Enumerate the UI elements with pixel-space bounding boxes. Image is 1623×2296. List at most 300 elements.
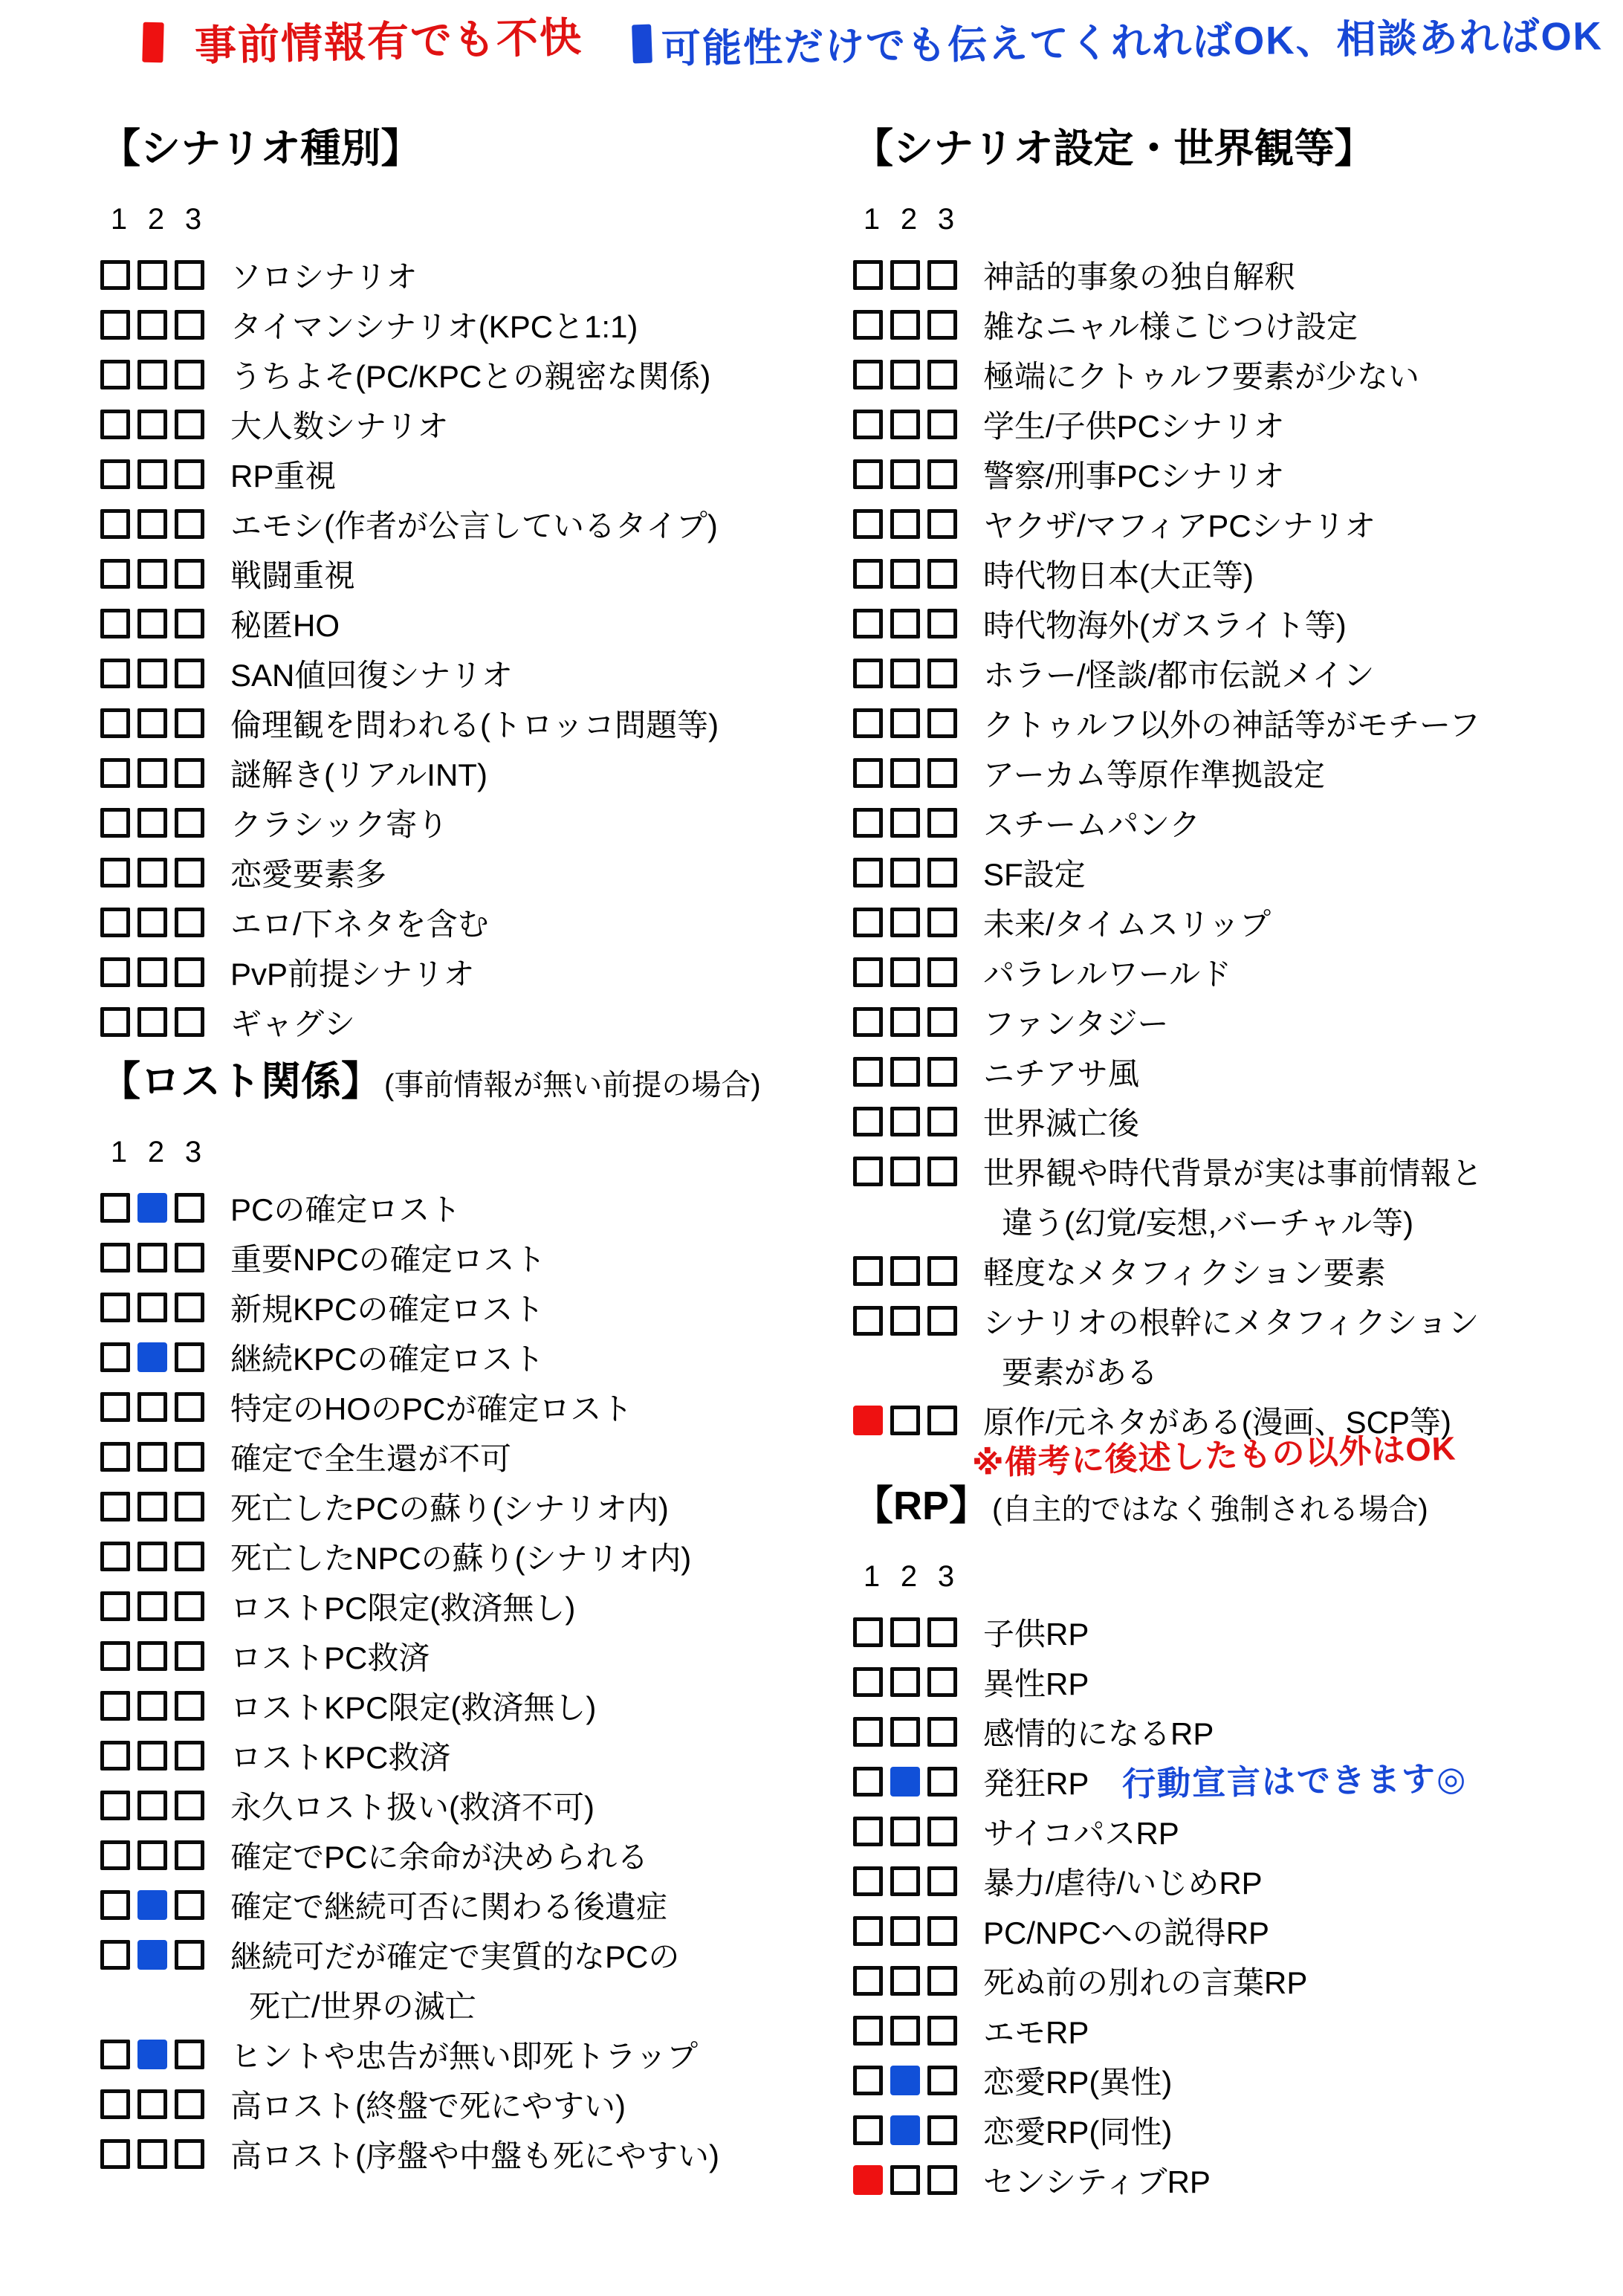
checkbox-3[interactable]: [175, 957, 204, 987]
checkbox-2[interactable]: [137, 2089, 167, 2119]
checkbox-1[interactable]: [853, 659, 883, 688]
item-label: SAN値回復シナリオ: [230, 657, 513, 693]
checkbox-3[interactable]: [175, 509, 204, 539]
checkbox-3[interactable]: [927, 908, 957, 937]
item-label: PvP前提シナリオ: [230, 956, 475, 992]
checkbox-1[interactable]: [100, 360, 130, 389]
checkbox-1[interactable]: [853, 559, 883, 589]
item-label: 恋愛要素多: [230, 856, 387, 892]
checkbox-1[interactable]: [853, 410, 883, 439]
checkbox-1[interactable]: [100, 2040, 130, 2069]
checklist-row: [100, 1780, 851, 1830]
item-label: 戦闘重視: [230, 557, 356, 593]
item-label: クトゥルフ以外の神話等がモチーフ: [983, 707, 1480, 743]
checkbox-1[interactable]: [853, 1057, 883, 1087]
checkbox-2[interactable]: [137, 609, 167, 638]
checkbox-2[interactable]: [890, 1256, 920, 1286]
checkbox-3[interactable]: [175, 459, 204, 489]
checkbox-1[interactable]: [853, 2016, 883, 2046]
checkbox-3[interactable]: [175, 908, 204, 937]
checkbox-1[interactable]: [100, 1840, 130, 1870]
checkbox-3[interactable]: [175, 1890, 204, 1920]
checkbox-2[interactable]: [137, 360, 167, 389]
checklist-row: [100, 2079, 851, 2129]
checkbox-1[interactable]: [100, 1007, 130, 1037]
checkbox-1[interactable]: [853, 609, 883, 638]
checkbox-2[interactable]: [137, 1243, 167, 1272]
checklist-row: [853, 897, 1623, 947]
section-subtitle: (自主的ではなく強制される場合): [992, 1493, 1428, 1526]
legend-red-label: 事前情報有でも不快: [194, 13, 583, 69]
checkbox-2[interactable]: [137, 1691, 167, 1721]
checkbox-2[interactable]: [137, 2139, 167, 2169]
checklist-row: [853, 598, 1623, 648]
checkbox-2[interactable]: [890, 2115, 920, 2145]
checkbox-1[interactable]: [853, 1817, 883, 1846]
checkbox-1[interactable]: [100, 1691, 130, 1721]
checkbox-3[interactable]: [927, 410, 957, 439]
checklist-row: [853, 2105, 1623, 2155]
checkbox-3[interactable]: [175, 1542, 204, 1571]
checkbox-3[interactable]: [927, 2016, 957, 2046]
checkbox-3[interactable]: [175, 2040, 204, 2069]
checkbox-3[interactable]: [927, 1866, 957, 1896]
checkbox-2[interactable]: [890, 360, 920, 389]
checkbox-3[interactable]: [927, 310, 957, 340]
checkbox-2[interactable]: [890, 708, 920, 738]
checkbox-3[interactable]: [175, 360, 204, 389]
checkbox-3[interactable]: [175, 1791, 204, 1820]
checkbox-3[interactable]: [927, 1617, 957, 1647]
checkbox-2[interactable]: [890, 758, 920, 788]
checkbox-1[interactable]: [853, 1767, 883, 1797]
checkbox-1[interactable]: [853, 1916, 883, 1946]
checkbox-3[interactable]: [927, 459, 957, 489]
checkbox-1[interactable]: [100, 260, 130, 290]
section-title: 【ロスト関係】: [100, 1059, 381, 1104]
checkbox-2[interactable]: [890, 1767, 920, 1797]
checkbox-1[interactable]: [853, 2115, 883, 2145]
checkbox-1[interactable]: [853, 1306, 883, 1336]
checkbox-2[interactable]: [890, 2066, 920, 2095]
checkbox-2[interactable]: [137, 957, 167, 987]
checkbox-3[interactable]: [927, 509, 957, 539]
checkbox-2[interactable]: [890, 559, 920, 589]
checkbox-2[interactable]: [137, 2040, 167, 2069]
checkbox-3[interactable]: [175, 858, 204, 887]
checkbox-2[interactable]: [890, 2016, 920, 2046]
checkbox-1[interactable]: [100, 1243, 130, 1272]
item-label: 特定のHOのPCが確定ロスト: [230, 1391, 633, 1426]
checkbox-1[interactable]: [853, 1256, 883, 1286]
checkbox-2[interactable]: [137, 1890, 167, 1920]
checklist-row: [100, 1631, 851, 1681]
checkbox-2[interactable]: [890, 1817, 920, 1846]
checkbox-3[interactable]: [175, 1293, 204, 1322]
checkbox-1[interactable]: [100, 858, 130, 887]
item-label: 重要NPCの確定ロスト: [230, 1241, 546, 1277]
checklist-row: [853, 300, 1623, 349]
checkbox-3[interactable]: [927, 1007, 957, 1037]
rating-number: 3: [184, 1136, 202, 1168]
checkbox-3[interactable]: [175, 758, 204, 788]
checkbox-2[interactable]: [137, 1940, 167, 1970]
checkbox-3[interactable]: [175, 1193, 204, 1223]
checkbox-3[interactable]: [927, 260, 957, 290]
checkbox-3[interactable]: [175, 1940, 204, 1970]
checkbox-1[interactable]: [100, 1641, 130, 1671]
checkbox-2[interactable]: [137, 858, 167, 887]
checklist-row: [100, 1730, 851, 1780]
checkbox-1[interactable]: [853, 858, 883, 887]
checkbox-3[interactable]: [175, 1741, 204, 1770]
checkbox-3[interactable]: [175, 1691, 204, 1721]
checkbox-2[interactable]: [137, 559, 167, 589]
item-label: ソロシナリオ: [230, 259, 418, 294]
item-label: エモRP: [983, 2014, 1089, 2050]
section-header: [100, 1059, 851, 1104]
item-label: RP重視: [230, 458, 337, 494]
checkbox-3[interactable]: [175, 808, 204, 838]
checkbox-1[interactable]: [853, 459, 883, 489]
checkbox-2[interactable]: [890, 609, 920, 638]
checkbox-1[interactable]: [853, 957, 883, 987]
checkbox-2[interactable]: [890, 1107, 920, 1136]
checkbox-1[interactable]: [100, 1492, 130, 1521]
checklist-row: [100, 1432, 851, 1481]
checklist-row: [853, 1657, 1623, 1707]
checkbox-3[interactable]: [927, 1057, 957, 1087]
checkbox-2[interactable]: [137, 1193, 167, 1223]
item-label: ロストKPC救済: [230, 1739, 451, 1775]
checkbox-1[interactable]: [853, 708, 883, 738]
checkbox-1[interactable]: [853, 1107, 883, 1136]
checkbox-2[interactable]: [137, 459, 167, 489]
checkbox-3[interactable]: [175, 659, 204, 688]
checkbox-2[interactable]: [137, 1741, 167, 1770]
checkbox-2[interactable]: [890, 1057, 920, 1087]
checkbox-3[interactable]: [927, 1667, 957, 1697]
checkbox-3[interactable]: [927, 1767, 957, 1797]
checkbox-1[interactable]: [100, 1542, 130, 1571]
checkbox-1[interactable]: [853, 310, 883, 340]
checkbox-3[interactable]: [927, 1406, 957, 1435]
checkbox-2[interactable]: [137, 1007, 167, 1037]
item-label: ファンタジー: [983, 1006, 1169, 1041]
checkbox-2[interactable]: [137, 410, 167, 439]
checkbox-2[interactable]: [890, 1306, 920, 1336]
checklist-row: [100, 1581, 851, 1631]
checkbox-2[interactable]: [137, 1492, 167, 1521]
item-label: 極端にクトゥルフ要素が少ない: [983, 358, 1419, 394]
item-label: 死亡したNPCの蘇り(シナリオ内): [230, 1540, 692, 1576]
checklist-row: [100, 1880, 851, 1930]
checkbox-2[interactable]: [137, 1641, 167, 1671]
checkbox-1[interactable]: [100, 1591, 130, 1621]
checkbox-3[interactable]: [927, 1256, 957, 1286]
checkbox-1[interactable]: [100, 1741, 130, 1770]
checkbox-3[interactable]: [927, 1817, 957, 1846]
checkbox-1[interactable]: [853, 1406, 883, 1435]
checkbox-1[interactable]: [853, 509, 883, 539]
checkbox-1[interactable]: [853, 1667, 883, 1697]
checkbox-1[interactable]: [100, 758, 130, 788]
checkbox-3[interactable]: [175, 1243, 204, 1272]
checkbox-3[interactable]: [927, 360, 957, 389]
checklist-row: [100, 549, 851, 598]
checkbox-2[interactable]: [137, 1293, 167, 1322]
checkbox-3[interactable]: [927, 609, 957, 638]
item-label: PCの確定ロスト: [230, 1191, 461, 1227]
checkbox-1[interactable]: [100, 1940, 130, 1970]
section-header: [853, 1484, 1623, 1528]
item-label: 暴力/虐待/いじめRP: [983, 1865, 1263, 1901]
checkbox-1[interactable]: [853, 1617, 883, 1647]
checkbox-1[interactable]: [853, 758, 883, 788]
checkbox-2[interactable]: [137, 1840, 167, 1870]
section-title: 【シナリオ種別】: [100, 126, 421, 171]
section-lost: [100, 1059, 851, 2179]
checklist-row: [100, 1481, 851, 1531]
item-label: 雑なニャル様こじつけ設定: [983, 308, 1358, 344]
item-label: スチームパンク: [983, 806, 1201, 842]
section-scenario-type: [100, 126, 851, 1047]
checkbox-3[interactable]: [927, 1966, 957, 1996]
item-label: 確定でPCに余命が決められる: [230, 1839, 649, 1875]
checkbox-3[interactable]: [175, 1840, 204, 1870]
checkbox-3[interactable]: [927, 708, 957, 738]
checklist-row: [100, 399, 851, 449]
checkbox-2[interactable]: [890, 908, 920, 937]
checkbox-1[interactable]: [100, 310, 130, 340]
item-label: 確定で全生還が不可: [230, 1440, 512, 1476]
checkbox-2[interactable]: [890, 1667, 920, 1697]
legend-blue-swatch: [632, 25, 652, 64]
checklist-row-continuation: [100, 1979, 851, 2029]
checkbox-2[interactable]: [890, 1866, 920, 1896]
section-header: [853, 126, 1623, 171]
checklist-row: [100, 1382, 851, 1432]
checkbox-3[interactable]: [175, 2089, 204, 2119]
left-column: [100, 126, 851, 2179]
checkbox-2[interactable]: [890, 1157, 920, 1186]
checklist-row: [100, 250, 851, 300]
rating-number: 3: [937, 203, 955, 236]
checkbox-3[interactable]: [175, 1641, 204, 1671]
checkbox-2[interactable]: [890, 310, 920, 340]
checklist-row: [100, 947, 851, 997]
rating-scale-header: [853, 204, 1623, 234]
checkbox-3[interactable]: [927, 1306, 957, 1336]
checkbox-2[interactable]: [137, 1342, 167, 1372]
checkbox-2[interactable]: [890, 410, 920, 439]
item-label: 子供RP: [983, 1616, 1089, 1652]
handwritten-note: 行動宣言はできます◎: [1121, 1759, 1468, 1803]
checkbox-1[interactable]: [100, 410, 130, 439]
checkbox-3[interactable]: [175, 410, 204, 439]
rating-scale-header: [100, 1137, 851, 1167]
checkbox-1[interactable]: [100, 708, 130, 738]
checkbox-2[interactable]: [137, 1392, 167, 1422]
checkbox-3[interactable]: [175, 559, 204, 589]
checkbox-2[interactable]: [137, 808, 167, 838]
item-label: 時代物海外(ガスライト等): [983, 607, 1347, 643]
checkbox-1[interactable]: [100, 659, 130, 688]
checkbox-2[interactable]: [890, 1916, 920, 1946]
checkbox-1[interactable]: [100, 2139, 130, 2169]
checkbox-3[interactable]: [927, 758, 957, 788]
checkbox-1[interactable]: [100, 1392, 130, 1422]
checkbox-2[interactable]: [137, 908, 167, 937]
checkbox-1[interactable]: [853, 2165, 883, 2195]
checkbox-2[interactable]: [137, 310, 167, 340]
checkbox-1[interactable]: [100, 609, 130, 638]
checklist-row: [853, 1047, 1623, 1096]
checkbox-1[interactable]: [100, 957, 130, 987]
checkbox-1[interactable]: [100, 1890, 130, 1920]
checklist-row: [853, 1956, 1623, 2005]
checkbox-1[interactable]: [853, 1007, 883, 1037]
checkbox-2[interactable]: [137, 708, 167, 738]
checkbox-3[interactable]: [927, 659, 957, 688]
rating-number: 1: [863, 1560, 881, 1593]
checkbox-2[interactable]: [890, 1007, 920, 1037]
rating-number: 3: [937, 1560, 955, 1593]
checkbox-3[interactable]: [175, 708, 204, 738]
checkbox-2[interactable]: [137, 1791, 167, 1820]
checkbox-1[interactable]: [100, 1342, 130, 1372]
checkbox-2[interactable]: [890, 1617, 920, 1647]
item-label: 世界滅亡後: [983, 1105, 1140, 1141]
checkbox-2[interactable]: [890, 808, 920, 838]
checkbox-1[interactable]: [853, 808, 883, 838]
checkbox-3[interactable]: [927, 1717, 957, 1747]
checkbox-1[interactable]: [100, 1293, 130, 1322]
checkbox-2[interactable]: [137, 509, 167, 539]
item-label: ロストPC救済: [230, 1640, 430, 1675]
checklist-row: [853, 399, 1623, 449]
checkbox-2[interactable]: [137, 758, 167, 788]
legend-red-swatch: [142, 22, 163, 63]
checkbox-2[interactable]: [890, 957, 920, 987]
checkbox-3[interactable]: [927, 1107, 957, 1136]
checkbox-3[interactable]: [927, 2066, 957, 2095]
checkbox-3[interactable]: [927, 559, 957, 589]
checkbox-1[interactable]: [100, 1791, 130, 1820]
checkbox-2[interactable]: [890, 459, 920, 489]
checkbox-3[interactable]: [175, 1442, 204, 1472]
checkbox-3[interactable]: [175, 2139, 204, 2169]
item-label: パラレルワールド: [983, 956, 1232, 992]
checkbox-1[interactable]: [853, 1866, 883, 1896]
checkbox-2[interactable]: [890, 509, 920, 539]
checkbox-2[interactable]: [890, 260, 920, 290]
section-rp: [853, 1484, 1623, 2205]
item-label-line2: 違う(幻覚/妄想,バーチャル等): [1002, 1205, 1414, 1241]
checkbox-3[interactable]: [175, 310, 204, 340]
checkbox-1[interactable]: [853, 1157, 883, 1186]
checkbox-2[interactable]: [890, 1966, 920, 1996]
checkbox-3[interactable]: [927, 2115, 957, 2145]
checkbox-1[interactable]: [853, 1717, 883, 1747]
checkbox-2[interactable]: [137, 1542, 167, 1571]
checkbox-1[interactable]: [100, 2089, 130, 2119]
checkbox-1[interactable]: [853, 360, 883, 389]
checklist-row: [853, 1096, 1623, 1146]
checkbox-2[interactable]: [137, 260, 167, 290]
checklist-row-continuation: [853, 1345, 1623, 1395]
item-label: ヤクザ/マフィアPCシナリオ: [983, 508, 1376, 543]
checkbox-2[interactable]: [890, 2165, 920, 2195]
checkbox-1[interactable]: [100, 559, 130, 589]
checkbox-1[interactable]: [853, 1966, 883, 1996]
checkbox-1[interactable]: [100, 509, 130, 539]
checkbox-1[interactable]: [853, 908, 883, 937]
checkbox-1[interactable]: [100, 808, 130, 838]
checkbox-1[interactable]: [100, 1442, 130, 1472]
checkbox-2[interactable]: [890, 858, 920, 887]
checkbox-1[interactable]: [100, 1193, 130, 1223]
checkbox-3[interactable]: [175, 260, 204, 290]
item-label: ロストPC限定(救済無し): [230, 1590, 576, 1626]
checkbox-1[interactable]: [853, 260, 883, 290]
item-label: 継続KPCの確定ロスト: [230, 1341, 545, 1377]
checkbox-2[interactable]: [137, 1591, 167, 1621]
item-label: SF設定: [983, 856, 1086, 892]
checklist-row: [853, 2005, 1623, 2055]
checkbox-3[interactable]: [927, 1157, 957, 1186]
checklist-row: [100, 847, 851, 897]
checkbox-2[interactable]: [137, 1442, 167, 1472]
checkbox-3[interactable]: [175, 1007, 204, 1037]
checklist-row: [100, 997, 851, 1047]
checkbox-1[interactable]: [853, 2066, 883, 2095]
item-label: うちよそ(PC/KPCとの親密な関係): [230, 358, 711, 394]
checkbox-3[interactable]: [175, 1342, 204, 1372]
checkbox-3[interactable]: [175, 609, 204, 638]
rating-number: 2: [147, 1136, 165, 1168]
checklist-row: [853, 1856, 1623, 1906]
right-column: [853, 126, 1623, 2205]
checkbox-2[interactable]: [890, 1406, 920, 1435]
rating-number: 2: [900, 203, 918, 236]
item-label: 大人数シナリオ: [230, 408, 449, 444]
checkbox-2[interactable]: [890, 659, 920, 688]
checkbox-2[interactable]: [890, 1717, 920, 1747]
item-label: 軽度なメタフィクション要素: [983, 1255, 1386, 1290]
checkbox-3[interactable]: [927, 858, 957, 887]
checkbox-3[interactable]: [175, 1591, 204, 1621]
rating-number: 1: [110, 1136, 128, 1168]
item-label: 発狂RP: [983, 1765, 1089, 1801]
checkbox-3[interactable]: [927, 2165, 957, 2195]
checklist-row: [100, 2029, 851, 2079]
checkbox-3[interactable]: [175, 1392, 204, 1422]
checklist-row: [853, 499, 1623, 549]
item-label: タイマンシナリオ(KPCと1:1): [230, 308, 638, 344]
checkbox-3[interactable]: [175, 1492, 204, 1521]
checkbox-1[interactable]: [100, 908, 130, 937]
checkbox-1[interactable]: [100, 459, 130, 489]
checkbox-3[interactable]: [927, 808, 957, 838]
item-label: 秘匿HO: [230, 607, 340, 643]
checkbox-2[interactable]: [137, 659, 167, 688]
item-label: 時代物日本(大正等): [983, 557, 1254, 593]
item-label: 継続可だが確定で実質的なPCの: [230, 1938, 680, 1974]
checkbox-3[interactable]: [927, 1916, 957, 1946]
checklist-row: [853, 1296, 1623, 1345]
checkbox-3[interactable]: [927, 957, 957, 987]
